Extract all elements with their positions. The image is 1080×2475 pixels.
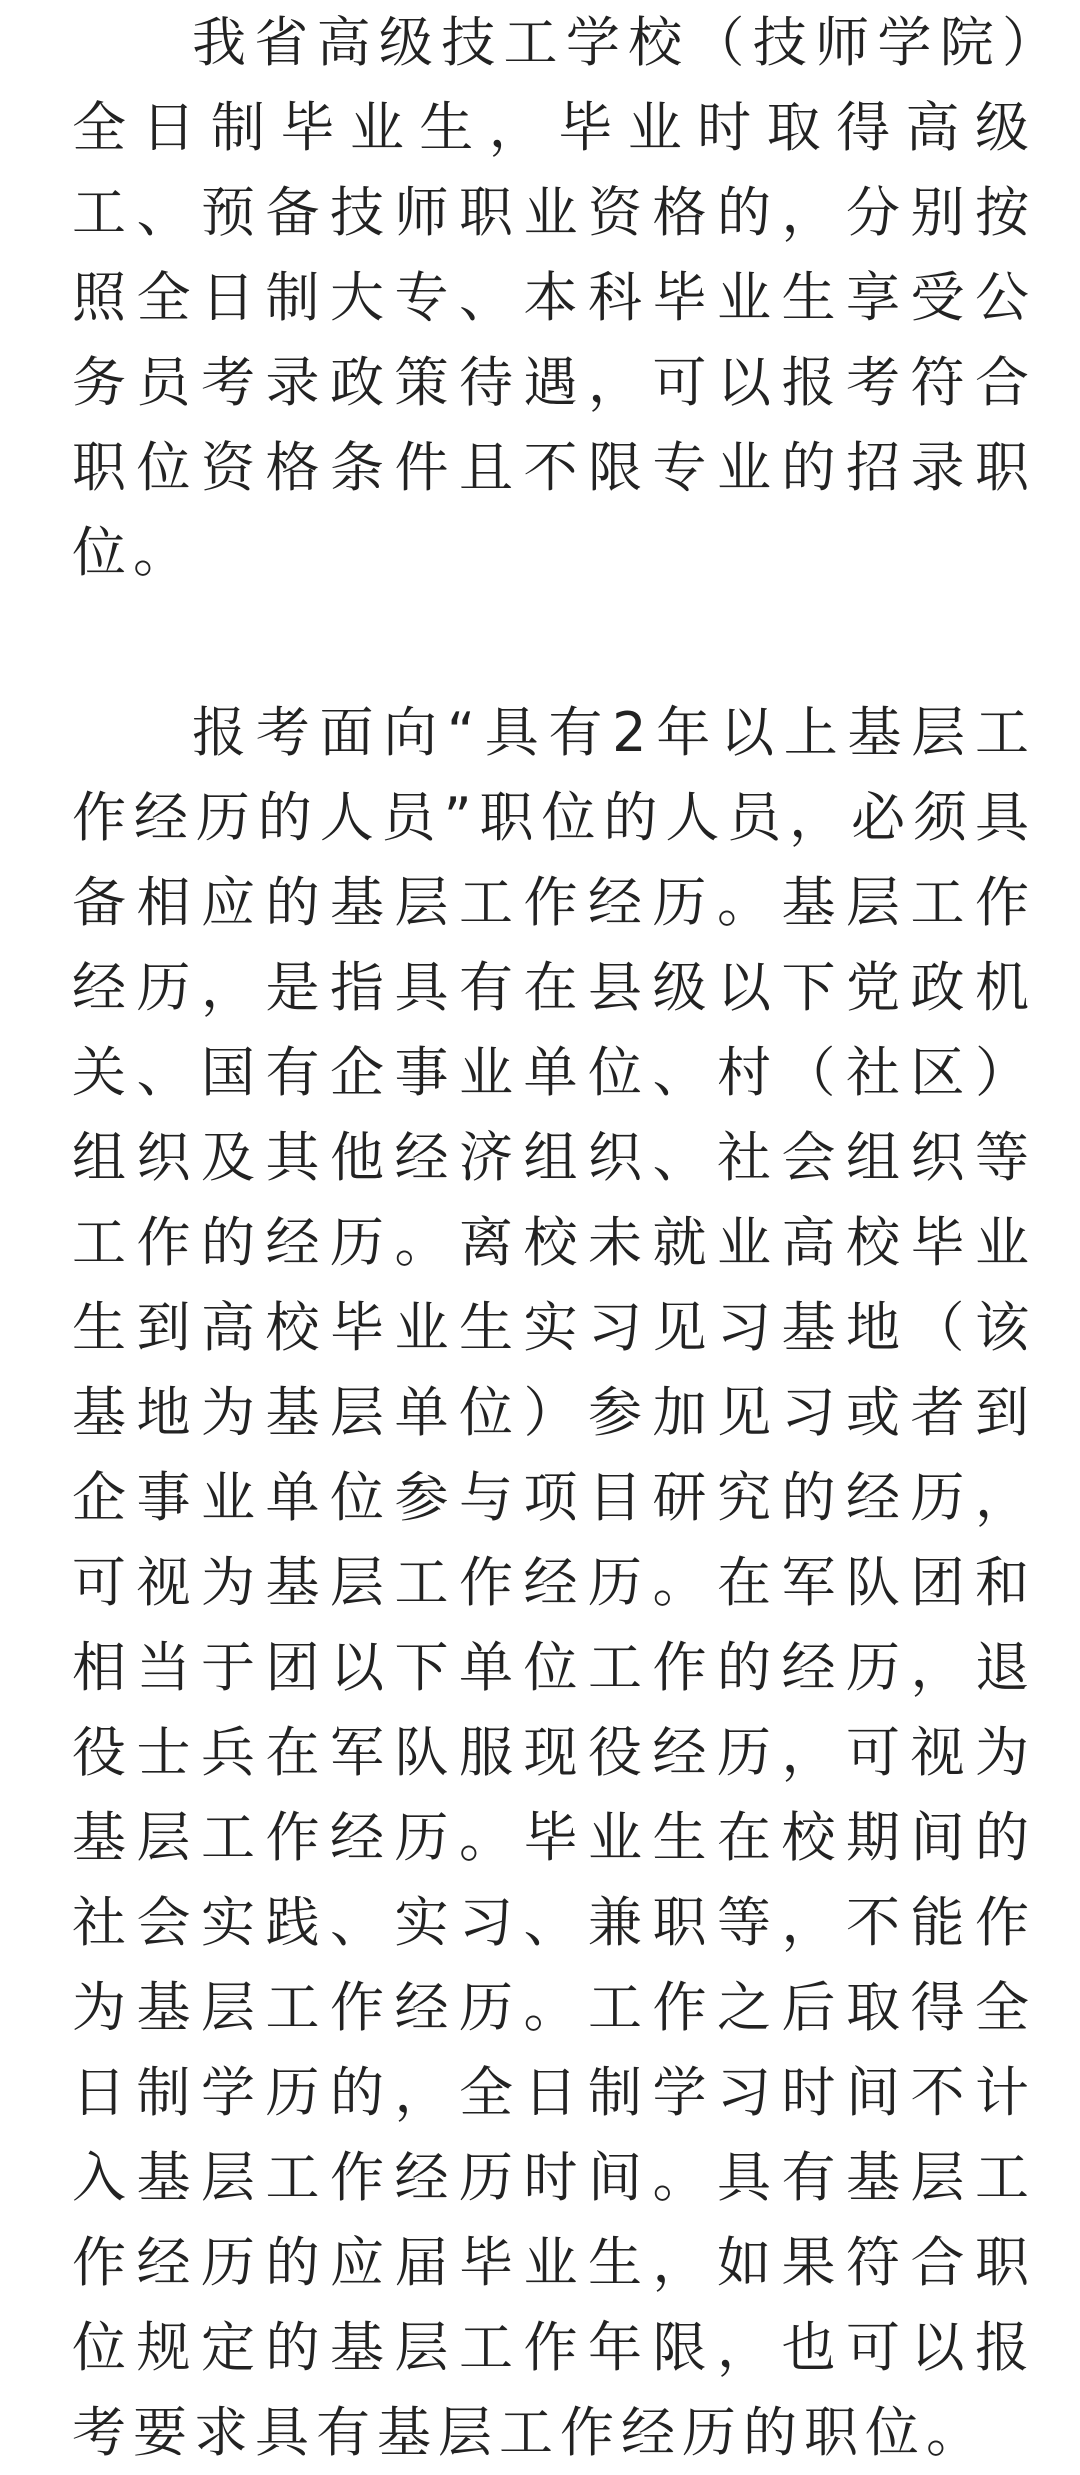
paragraph-grassroots-experience: 报考面向“具有2年以上基层工作经历的人员”职位的人员，必须具备相应的基层工作经历。基层工作经历，是指具有在县级以下党政机关、国有企事业单位、村（社区）组织及其他经济组织、社会组织等工作的经历。离校未就业高校毕业生到高校毕业生实习见习基地（该基地为基层单位）参加见习或者到企事业单位参与项目研究的经历，可视为基层工作经历。在军队团和相当于团以下单位工作的经历，退役士兵在军队服现役经历，可视为基层工作经历。毕业生在校期间的社会实践、实习、兼职等，不能作为基层工作经历。工作之后取得全日制学历的，全日制学习时间不计入基层工作经历时间。具有基层工作经历的应届毕业生，如果符合职位规定的基层工作年限，也可以报考要求具有基层工作经历的职位。 (72, 701, 1036, 2464)
paragraph-technician-graduates: 我省高级技工学校（技师学院）全日制毕业生，毕业时取得高级工、预备技师职业资格的，分别按照全日制大专、本科毕业生享受公务员考录政策待遇，可以报考符合职位资格条件且不限专业的招录职位。 (72, 11, 1036, 584)
